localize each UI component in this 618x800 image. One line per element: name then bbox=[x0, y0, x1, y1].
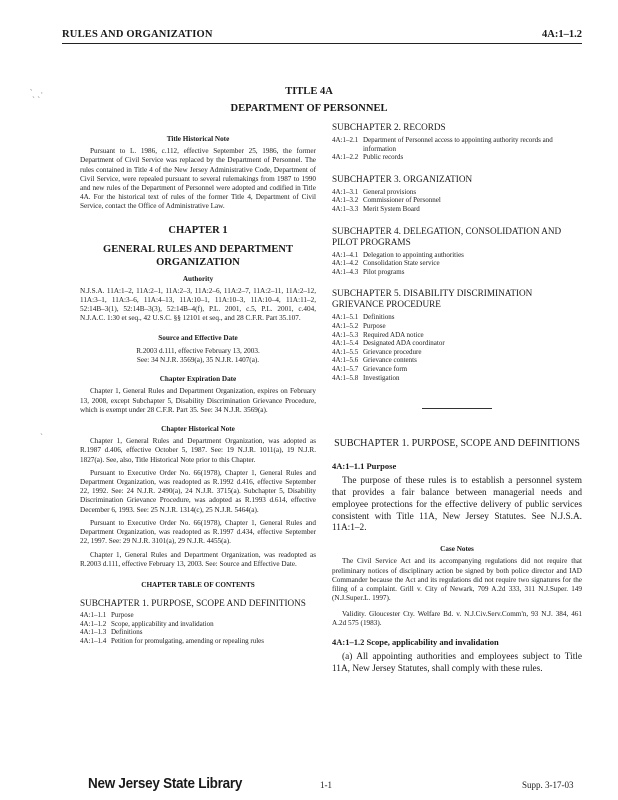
toc-item[interactable]: 4A:1–5.4 Designated ADA coordinator bbox=[332, 339, 445, 348]
source-line-2: See: 34 N.J.R. 3569(a), 35 N.J.R. 1407(a). bbox=[136, 356, 260, 365]
margin-mark: ‵ˎ ˏ· bbox=[30, 88, 44, 98]
section-divider bbox=[422, 408, 492, 409]
authority-heading: Authority bbox=[182, 274, 214, 283]
toc-item[interactable]: 4A:1–3.2 Commissioner of Personnel bbox=[332, 196, 441, 205]
margin-mark: ˏ bbox=[40, 425, 43, 435]
toc-subchapter-1: SUBCHAPTER 1. PURPOSE, SCOPE AND DEFINITIONS bbox=[80, 598, 306, 609]
source-line-1: R.2003 d.111, effective February 13, 2003. bbox=[136, 346, 260, 355]
toc-item[interactable]: 4A:1–5.1 Definitions bbox=[332, 313, 395, 322]
title-historical-note-heading: Title Historical Note bbox=[166, 135, 230, 143]
expiration-heading: Chapter Expiration Date bbox=[159, 375, 237, 384]
toc-subchapter-2: SUBCHAPTER 2. RECORDS bbox=[332, 122, 446, 132]
department-heading: DEPARTMENT OF PERSONNEL bbox=[230, 103, 388, 114]
title-historical-note: Pursuant to L. 1986, c.112, effective September 25, 1986, the former Department of Civil Service was replaced by the Department of Personnel. The rules contained in Title 4 of the New Jersey Administrative Code, Department of Civil Service, were repealed pursuant to several rulemakings from 1987 to 1990 and new rules of the Department of Personnel were adopted and codified in Title 4A. For the historical text of rules of the former Title 4, Department of Civil Service, contact the Office of Administrative Law. bbox=[80, 147, 316, 211]
toc-item[interactable]: 4A:1–4.2 Consolidation State service bbox=[332, 259, 440, 268]
toc-list-4 bbox=[332, 251, 582, 277]
toc-item[interactable]: 4A:1–5.3 Required ADA notice bbox=[332, 330, 424, 339]
header-right: 4A:1–1.2 bbox=[542, 29, 582, 40]
toc-item[interactable]: 4A:1–4.3 Pilot programs bbox=[332, 267, 405, 276]
toc-item[interactable]: 4A:1–5.5 Grievance procedure bbox=[332, 347, 422, 356]
library-stamp: New Jersey State Library bbox=[88, 775, 243, 792]
section-1-2-text: (a) All appointing authorities and employees subject to Title 11A, New Jersey Statutes, shall comply with these rules. bbox=[332, 652, 582, 674]
toc-item[interactable]: 4A:1–2.1 Department of Personnel access to appointing authority records and information bbox=[332, 136, 553, 153]
toc-item[interactable]: 4A:1–1.3 Definitions bbox=[80, 628, 143, 637]
toc-subchapter-3: SUBCHAPTER 3. ORGANIZATION bbox=[332, 173, 473, 184]
chapter-title: GENERAL RULES AND DEPARTMENT ORGANIZATION bbox=[103, 243, 293, 268]
toc-subchapter-4: SUBCHAPTER 4. DELEGATION, CONSOLIDATION AND PILOT PROGRAMS bbox=[332, 225, 562, 247]
subchapter-1-heading: SUBCHAPTER 1. PURPOSE, SCOPE AND DEFINITIONS bbox=[334, 438, 580, 450]
toc-item[interactable]: 4A:1–5.8 Investigation bbox=[332, 373, 400, 382]
toc-item[interactable]: 4A:1–5.6 Grievance contents bbox=[332, 356, 417, 365]
toc-item[interactable]: 4A:1–1.2 Scope, applicability and invalidation bbox=[80, 619, 214, 628]
toc-list-3 bbox=[332, 188, 582, 214]
page-number: 1-1 bbox=[320, 780, 332, 790]
toc-item[interactable]: 4A:1–5.7 Grievance form bbox=[332, 364, 408, 373]
toc-item[interactable]: 4A:1–2.2 Public records bbox=[332, 153, 404, 162]
authority-text: N.J.S.A. 11A:1–2, 11A:2–1, 11A:2–3, 11A:2–6, 11A:2–7, 11A:2–11, 11A:2–12, 11A:3–1, 11A:3–6, 11A:4–13, 11A:10–1, 11A:10–3, 11A:10–4, 11A:11–2, 52:14B–3(1), 52:14B–3(3), 52:14B–4(f), P.L. 2001, c.5, P.L. 2001, c.404, N.J.A.C. 1:30 et seq., 42 U.S.C. §§ 12101 et seq., and 28 C.F.R. Part 35.107. bbox=[80, 286, 316, 323]
toc-subchapter-5: SUBCHAPTER 5. DISABILITY DISCRIMINATION GRIEVANCE PROCEDURE bbox=[332, 288, 533, 310]
supplement-date: Supp. 3-17-03 bbox=[522, 780, 574, 790]
running-header bbox=[62, 28, 582, 44]
toc-item[interactable]: 4A:1–4.1 Delegation to appointing authorities bbox=[332, 250, 464, 259]
toc-item[interactable]: 4A:1–5.2 Purpose bbox=[332, 321, 386, 330]
section-1-2-heading: 4A:1–1.2 Scope, applicability and invalidation bbox=[332, 636, 499, 647]
title-heading: TITLE 4A bbox=[285, 86, 333, 97]
case-note-1: The Civil Service Act and its accompanying regulations did not require that preliminary notices of disciplinary action be signed by both police director and IAD Commander because the Act and its regulations did not require two signatures for the filing of a complaint. Grill v. City of Newark, 709 A.2d 333, 311 N.J.Super. 149 (N.J.Super.L. 1997). bbox=[332, 557, 582, 603]
case-note-2: Validity. Gloucester Cty. Welfare Bd. v. N.J.Civ.Serv.Comm'n, 93 N.J. 384, 461 A.2d 575 (1983). bbox=[332, 609, 582, 627]
toc-list-2 bbox=[332, 136, 582, 162]
toc-list-1 bbox=[80, 611, 316, 645]
toc-item[interactable]: 4A:1–1.4 Petition for promulgating, amending or repealing rules bbox=[80, 636, 264, 645]
chapter-historical-note-p4: Chapter 1, General Rules and Department Organization, was readopted as R.2003 d.111, effective February 13, 2003. See: Source and Effective Date. bbox=[80, 550, 316, 568]
toc-item[interactable]: 4A:1–3.3 Merit System Board bbox=[332, 204, 420, 213]
right-column bbox=[332, 122, 582, 676]
section-1-1-heading: 4A:1–1.1 Purpose bbox=[332, 461, 397, 472]
chapter-number: CHAPTER 1 bbox=[168, 224, 228, 236]
expiration-text: Chapter 1, General Rules and Department Organization, expires on February 13, 2008, except Subchapter 5, Disability Discrimination Grievance Procedure, which is exempt under 28 C.F.R. Part 35. See: 34 N.J.R. 3569(a). bbox=[80, 387, 316, 414]
toc-heading: CHAPTER TABLE OF CONTENTS bbox=[141, 580, 255, 589]
toc-item[interactable]: 4A:1–1.1 Purpose bbox=[80, 611, 134, 620]
source-heading: Source and Effective Date bbox=[158, 333, 238, 342]
chapter-historical-note-p3: Pursuant to Executive Order No. 66(1978), Chapter 1, General Rules and Department Organization, was readopted as R.1997 d.434, effective September 22, 1997. See: 29 N.J.R. 3101(a), 29 N.J.R. 4455(a). bbox=[80, 518, 316, 546]
case-notes-heading: Case Notes bbox=[440, 545, 474, 554]
chapter-historical-note-p1: Chapter 1, General Rules and Department Organization, was adopted as R.1987 d.406, effective October 5, 1987. See: 19 N.J.R. 1011(a), 19 N.J.R. 1827(a). See, also, Title Historical Note prior to this Chapter. bbox=[80, 437, 316, 464]
left-column bbox=[80, 135, 316, 645]
chapter-historical-note-p2: Pursuant to Executive Order No. 66(1978), Chapter 1, General Rules and Department Organization, was readopted as R.1992 d.416, effective September 22, 1992. See: 24 N.J.R. 2490(a), 24 N.J.R. 3715(a). Subchapter 5, Disability Discrimination Grievance Procedure, was adopted as R.1993 d.614, effective December 6, 1993. See: 25 N.J.R. 1314(c), 25 N.J.R. 5464(a). bbox=[80, 468, 316, 514]
section-1-1-text: The purpose of these rules is to establish a personnel system that provides a fair balance between managerial needs and employee protections for the effective delivery of public services consistent with Title 11A, New Jersey Statutes. See N.J.S.A. 11A:1–2. bbox=[332, 476, 582, 534]
toc-list-5 bbox=[332, 313, 582, 382]
chapter-historical-note-heading: Chapter Historical Note bbox=[161, 425, 235, 434]
toc-item[interactable]: 4A:1–3.1 General provisions bbox=[332, 187, 417, 196]
header-left: RULES AND ORGANIZATION bbox=[62, 29, 213, 40]
